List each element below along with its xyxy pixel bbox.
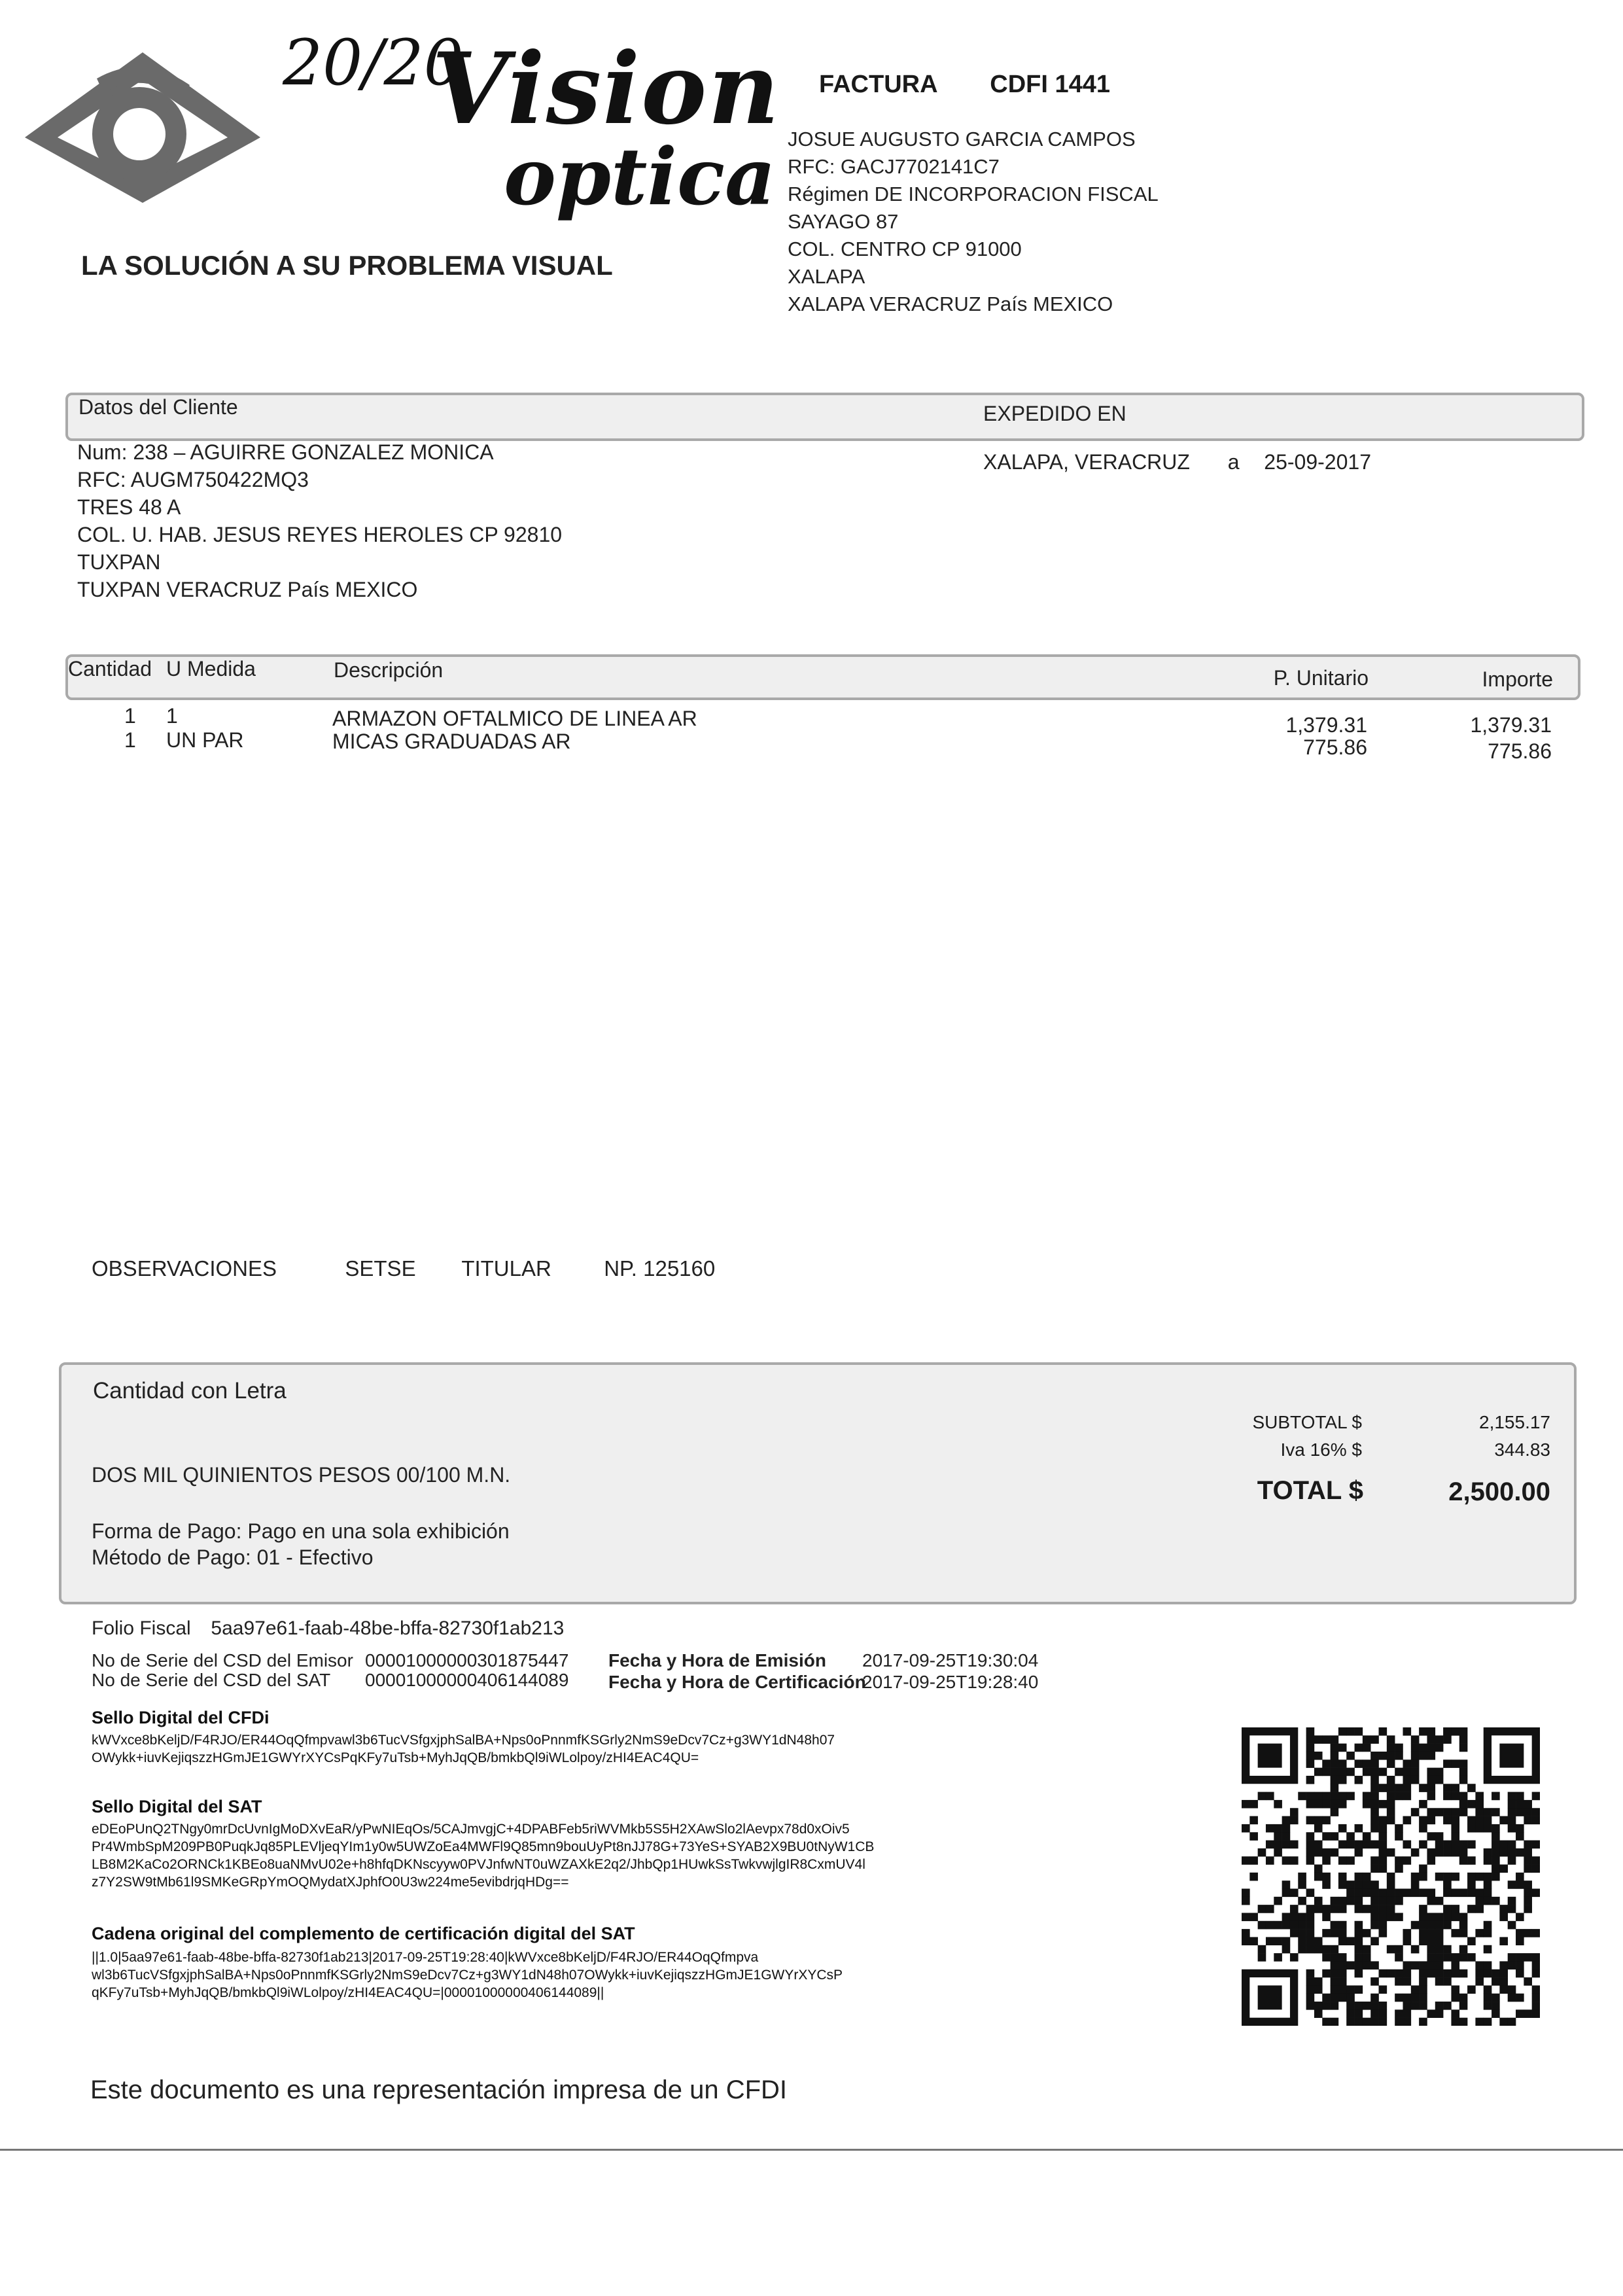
invoice-title [819,71,1110,99]
issuer-street: SAYAGO 87 [788,210,899,233]
row2-umedida: UN PAR [166,728,244,752]
issuer-rfc: RFC: GACJ7702141C7 [788,155,1000,178]
csd-sat-label: No de Serie del CSD del SAT [92,1670,331,1690]
client-state: TUXPAN VERACRUZ País MEXICO [77,578,418,601]
emision-value: 2017-09-25T19:30:04 [862,1650,1039,1670]
cadena-line: qKFy7uTsb+MyhJqQB/bmkbQl9iWLolpoy/zHI4EAC4QU=|00001000000406144089|| [92,1985,604,2000]
subtotal-label: SUBTOTAL $ [1252,1412,1362,1432]
emision-label: Fecha y Hora de Emisión [608,1650,826,1670]
page-divider [0,2149,1623,2151]
row2-cantidad: 1 [124,728,136,752]
csd-emisor-label: No de Serie del CSD del Emisor [92,1650,353,1670]
client-rfc: RFC: AUGM750422MQ3 [77,468,309,491]
cadena-text [92,1949,843,2002]
subtotal-value: 2,155.17 [1479,1412,1550,1432]
row1-descripcion: ARMAZON OFTALMICO DE LINEA AR [332,707,697,730]
client-colonia: COL. U. HAB. JESUS REYES HEROLES CP 92810 [77,523,563,546]
col-unitario: P. Unitario [1273,666,1369,690]
row1-unitario: 1,379.31 [1285,713,1367,737]
expedido-label: EXPEDIDO EN [983,402,1126,425]
client-header-label: Datos del Cliente [79,395,238,419]
row2-unitario: 775.86 [1303,735,1367,759]
observaciones-v2: TITULAR [461,1256,551,1280]
sello-sat-line: eDEoPUnQ2TNgy0mrDcUvnIgMoDXvEaR/yPwNIEqOs/5CAJmvgjC+4DPABFeb5riWVMkb5S5H2XAwSlo2lAevpx78d0xOiv5 [92,1822,850,1837]
sello-sat-line: Pr4WmbSpM209PB0PuqkJq85PLEVljeqYIm1y0w5UWZoEa4MWFl9Q85mn9bouUyPt8nJJ78G+73YeS+SYAB2X9BU0tNyW1CB [92,1839,875,1854]
csd-sat-value: 00001000000406144089 [365,1670,569,1690]
issuer-colonia: COL. CENTRO CP 91000 [788,238,1022,260]
logo-number: 20/20 [283,26,464,99]
client-street: TRES 48 A [77,495,181,519]
sello-cfdi-title: Sello Digital del CFDi [92,1708,270,1727]
col-importe: Importe [1482,667,1553,691]
sello-sat-line: LB8M2KaCo2ORNCk1KBEo8uaNMvU02e+h8hfqDKNscyyw0PVJnfwNT0uWZAXkE2q2/JhbQp1HUwkSsTwkvwjlgIR8CxmUV4l [92,1857,865,1872]
row2-descripcion: MICAS GRADUADAS AR [332,730,571,753]
col-umedida: U Medida [166,657,256,680]
expedido-city: XALAPA, VERACRUZ [983,450,1190,474]
issuer-block [788,126,1159,318]
expedido-a: a [1227,450,1240,474]
cantidad-letra-label: Cantidad con Letra [93,1378,287,1404]
expedido-place [983,450,1371,474]
certificacion-label: Fecha y Hora de Certificación [608,1672,866,1692]
folio-fiscal [92,1617,564,1640]
client-block [77,438,562,603]
observaciones-v1: SETSE [345,1256,416,1280]
sello-cfdi-line: kWVxce8bKeljD/F4RJO/ER44OqQfmpvawl3b6TucVSfgxjphSalBA+Nps0oPnnmfKSGrly2NmS9eDcv7Cz+g3WY1dN48h07 [92,1733,835,1748]
row1-importe: 1,379.31 [1470,713,1552,737]
client-num-name: Num: 238 – AGUIRRE GONZALEZ MONICA [77,440,494,464]
row1-cantidad: 1 [124,704,136,728]
sello-sat-title: Sello Digital del SAT [92,1797,262,1816]
logo-word-optica: optica [504,131,776,223]
sello-sat-line: z7Y2SW9tMb61l9SMKeGRpYmOQMydatXJphfO0U3w224me5evibdrjqHDg== [92,1875,569,1890]
cadena-title: Cadena original del complemento de certificación digital del SAT [92,1924,635,1943]
cantidad-letra-value: DOS MIL QUINIENTOS PESOS 00/100 M.N. [92,1463,511,1487]
cadena-line: ||1.0|5aa97e61-faab-48be-bffa-82730f1ab213|2017-09-25T19:28:40|kWVxce8bKeljD/F4RJO/ER44OqQfmpva [92,1950,759,1965]
iva-value: 344.83 [1494,1439,1550,1460]
issuer-city: XALAPA [788,265,865,288]
issuer-name: JOSUE AUGUSTO GARCIA CAMPOS [788,128,1136,150]
expedido-date: 25-09-2017 [1264,450,1371,474]
row2-importe: 775.86 [1488,739,1552,763]
observaciones-label: OBSERVACIONES [92,1256,277,1280]
issuer-state: XALAPA VERACRUZ País MEXICO [788,292,1113,315]
observaciones-line [92,1256,715,1281]
col-cantidad: Cantidad [68,657,152,680]
slogan: LA SOLUCIÓN A SU PROBLEMA VISUAL [81,250,613,281]
sello-cfdi-text [92,1731,835,1767]
metodo-pago: Método de Pago: 01 - Efectivo [92,1545,374,1569]
eye-logo-icon [18,39,267,209]
cfdi-number: CDFI 1441 [990,71,1111,98]
factura-label: FACTURA [819,71,937,98]
sello-sat-text [92,1820,874,1891]
client-city: TUXPAN [77,550,161,574]
cadena-line: wl3b6TucVSfgxjphSalBA+Nps0oPnnmfKSGrly2NmS9eDcv7Cz+g3WY1dN48h07OWykk+iuvKejiqszzHGmJE1GWYrXYCsP [92,1968,843,1983]
logo-word-vision: Vision [432,31,781,147]
sello-cfdi-line: OWykk+iuvKejiqszzHGmJE1GWYrXYCsPqKFy7uTsb+MyhJqQB/bmkbQl9iWLolpoy/zHI4EAC4QU= [92,1750,699,1765]
total-value: 2,500.00 [1448,1477,1550,1506]
client-header-bar [65,393,1584,441]
iva-label: Iva 16% $ [1280,1439,1362,1460]
col-descripcion: Descripción [334,658,444,682]
certificacion-value: 2017-09-25T19:28:40 [862,1672,1039,1692]
row1-umedida: 1 [166,704,178,728]
folio-value: 5aa97e61-faab-48be-bffa-82730f1ab213 [211,1617,565,1639]
observaciones-v3: NP. 125160 [604,1256,716,1280]
forma-pago: Forma de Pago: Pago en una sola exhibición [92,1519,510,1543]
footer-note: Este documento es una representación impresa de un CFDI [90,2075,788,2104]
issuer-regimen: Régimen DE INCORPORACION FISCAL [788,183,1159,205]
folio-label: Folio Fiscal [92,1617,191,1639]
total-label: TOTAL $ [1257,1476,1363,1505]
csd-emisor-value: 00001000000301875447 [365,1650,569,1670]
qr-code-icon [1242,1727,1540,2026]
